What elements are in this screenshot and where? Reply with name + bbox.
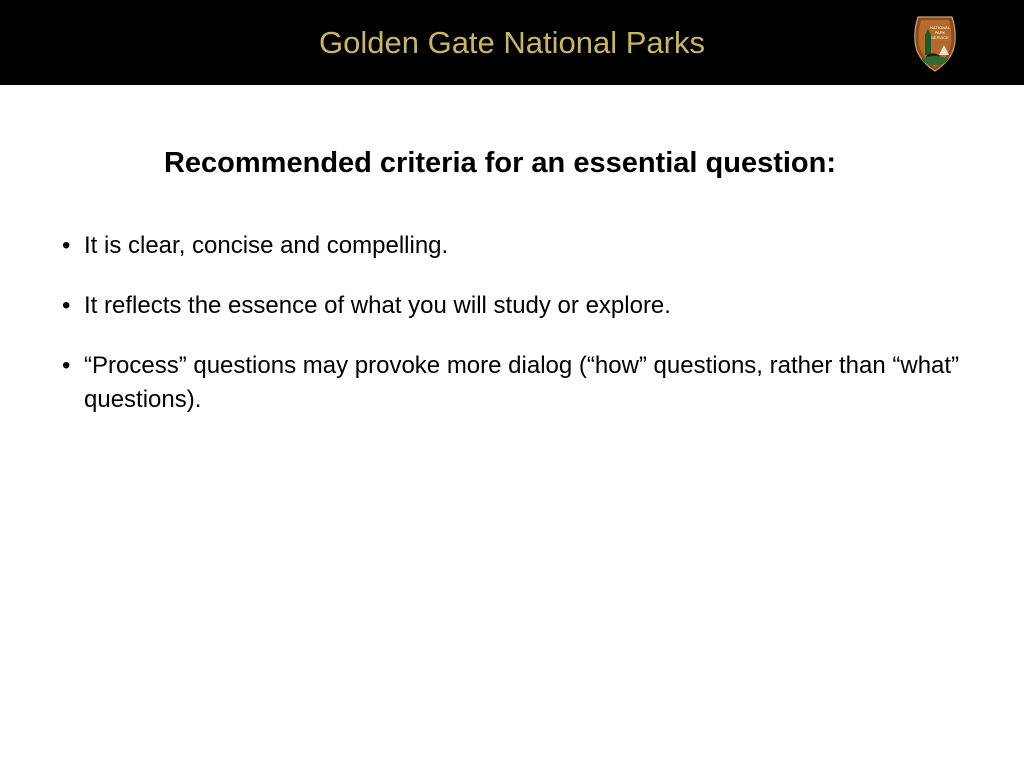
bullet-list xyxy=(62,229,992,443)
logo-text-service: SERVICE xyxy=(931,35,949,40)
bullet-text: “Process” questions may provoke more dialog (“how” questions, rather than “what” questions). xyxy=(84,352,960,413)
list-item xyxy=(62,289,992,323)
bullet-icon: • xyxy=(62,352,71,379)
header-bar xyxy=(0,0,1024,85)
bullet-text: It reflects the essence of what you will study or explore. xyxy=(84,292,671,319)
nps-arrowhead-icon xyxy=(912,15,958,73)
list-item xyxy=(62,229,992,263)
slide-heading: Recommended criteria for an essential question: xyxy=(163,147,836,179)
bullet-text: It is clear, concise and compelling. xyxy=(84,232,449,259)
bullet-icon: • xyxy=(62,292,71,319)
list-item xyxy=(62,349,992,417)
bullet-icon: • xyxy=(62,232,71,259)
header-title: Golden Gate National Parks xyxy=(319,25,705,60)
logo-text-park: PARK xyxy=(934,30,946,35)
logo-text-national: NATIONAL xyxy=(930,25,950,30)
